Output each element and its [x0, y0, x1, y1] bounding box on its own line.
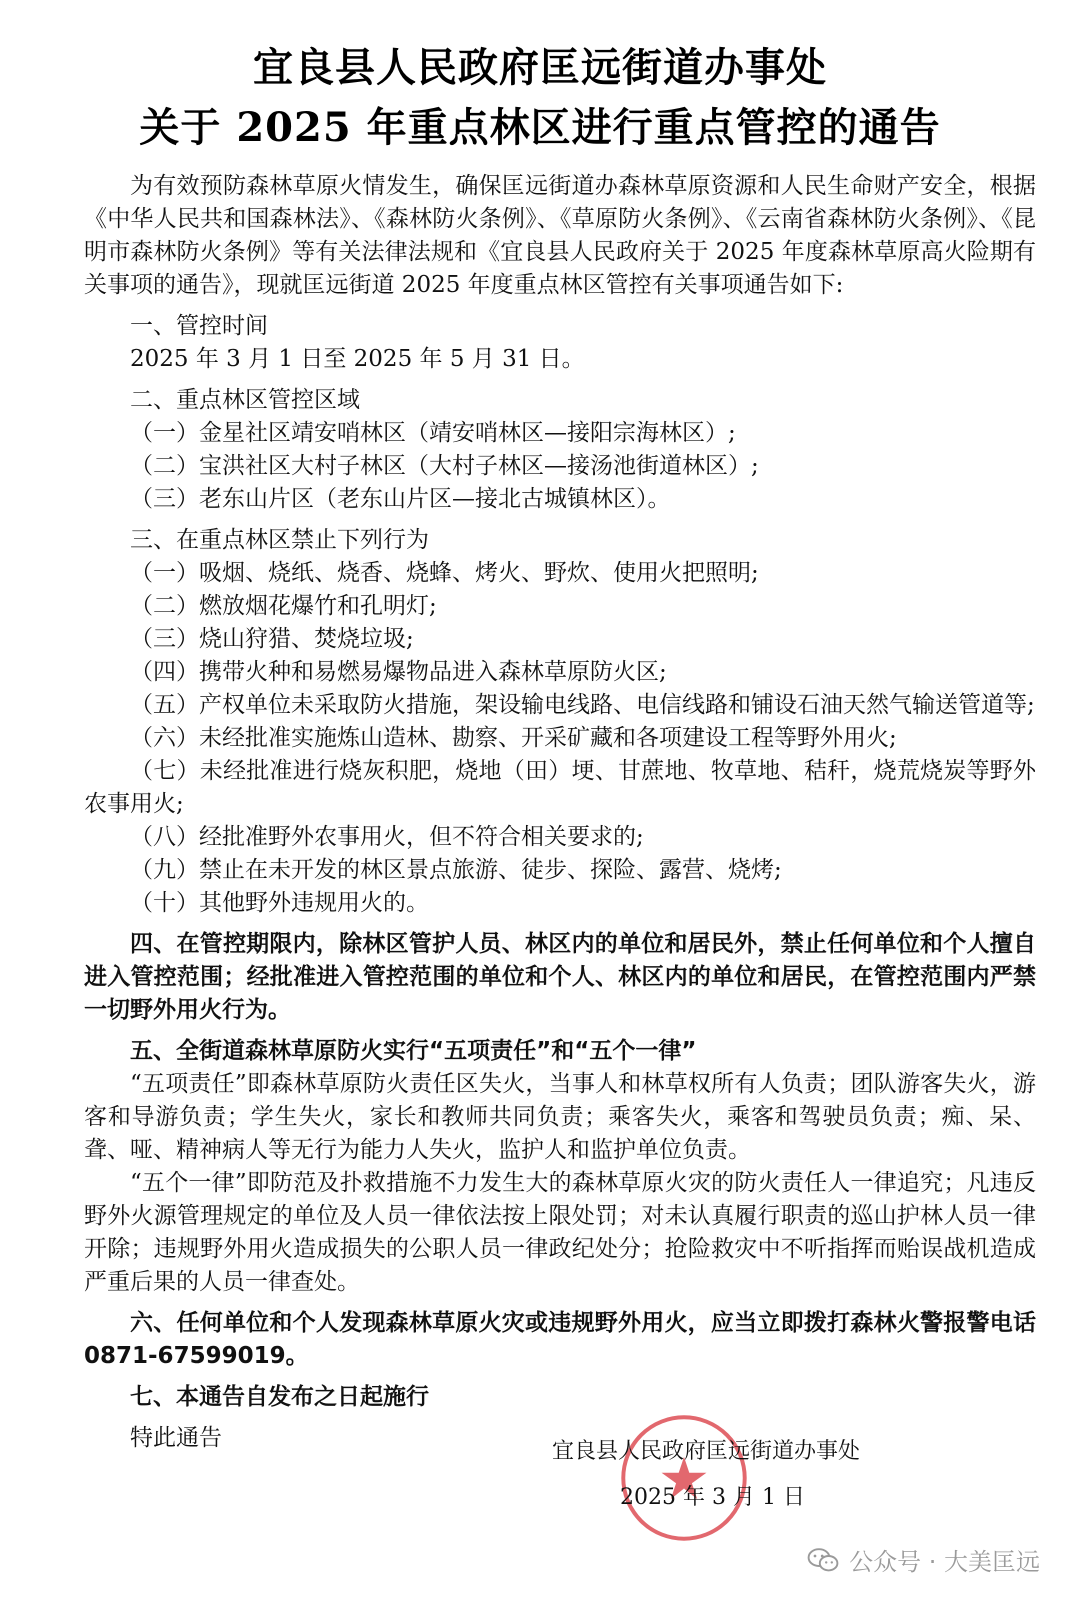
section-3-heading: 三、在重点林区禁止下列行为: [130, 527, 429, 553]
section-3-item: （三）烧山狩猎、焚烧垃圾;: [130, 626, 414, 652]
section-3-item: （九）禁止在未开发的林区景点旅游、徒步、探险、露营、烧烤;: [130, 857, 782, 883]
section-3-item: （七）未经批准进行烧灰积肥，烧地（田）埂、甘蔗地、牧草地、秸秆，烧荒烧炭等野外农事用火;: [84, 758, 1036, 817]
section-5-heading: 五、全街道森林草原防火实行“五项责任”和“五个一律”: [130, 1038, 697, 1064]
notice-title-line2: 关于 2025 年重点林区进行重点管控的通告: [139, 104, 941, 151]
section-3-item: （五）产权单位未采取防火措施，架设输电线路、电信线路和铺设石油天然气输送管道等;: [130, 692, 1035, 718]
notice-title-line1: 宜良县人民政府匡远街道办事处: [253, 44, 827, 91]
section-7-text: 七、本通告自发布之日起施行: [130, 1384, 429, 1410]
closing-text: 特此通告: [130, 1425, 222, 1451]
intro-paragraph: 为有效预防森林草原火情发生，确保匡远街道办森林草原资源和人民生命财产安全，根据《中华人民共和国森林法》、《森林防火条例》、《草原防火条例》、《云南省森林防火条例》、《昆明市森林防火条例》等有关法律法规和《宜良县人民政府关于 2025 年度森林草原高火险期有关事项的通告》，现就匡远街道 2025 年度重点林区管控有关事项通告如下:: [84, 173, 1036, 298]
wechat-icon: [807, 1547, 839, 1573]
section-1-heading: 一、管控时间: [130, 313, 268, 339]
section-3-item: （一）吸烟、烧纸、烧香、烧蜂、烤火、野炊、使用火把照明;: [130, 560, 759, 586]
official-seal-icon: [618, 1412, 750, 1544]
section-3-item: （十）其他野外违规用火的。: [130, 890, 429, 916]
watermark-text: 公众号 · 大美匡远: [849, 1548, 1040, 1576]
section-5-paragraph-1: “五项责任”即森林草原防火责任区失火，当事人和林草权所有人负责；团队游客失火，游客和导游负责；学生失火，家长和教师共同负责；乘客失火，乘客和驾驶员负责；痴、呆、聋、哑、精神病人等无行为能力人失火，监护人和监护单位负责。: [84, 1071, 1036, 1163]
signature-date: 2025 年 3 月 1 日: [620, 1485, 805, 1510]
section-3-item: （四）携带火种和易燃易爆物品进入森林草原防火区;: [130, 659, 667, 685]
notice-body: [84, 170, 1036, 1455]
section-3-item: （八）经批准野外农事用火，但不符合相关要求的;: [130, 824, 644, 850]
section-4-text: 四、在管控期限内，除林区管护人员、林区内的单位和居民外，禁止任何单位和个人擅自进入管控范围；经批准进入管控范围的单位和个人、林区内的单位和居民，在管控范围内严禁一切野外用火行为。: [84, 931, 1036, 1023]
section-5-paragraph-2: “五个一律”即防范及扑救措施不力发生大的森林草原火灾的防火责任人一律追究；凡违反野外火源管理规定的单位及人员一律依法按上限处罚；对未认真履行职责的巡山护林人员一律开除；违规野外用火造成损失的公职人员一律政纪处分；抢险救灾中不听指挥而贻误战机造成严重后果的人员一律查处。: [84, 1170, 1036, 1295]
section-2-item: （一）金星社区靖安哨林区（靖安哨林区—接阳宗海林区）;: [130, 420, 736, 446]
section-3-item: （六）未经批准实施炼山造林、勘察、开采矿藏和各项建设工程等野外用火;: [130, 725, 897, 751]
signature-org: 宜良县人民政府匡远街道办事处: [552, 1439, 861, 1464]
section-1-text: 2025 年 3 月 1 日至 2025 年 5 月 31 日。: [130, 346, 585, 372]
section-2-item: （二）宝洪社区大村子林区（大村子林区—接汤池街道林区）;: [130, 453, 759, 479]
section-2-heading: 二、重点林区管控区域: [130, 387, 360, 413]
section-3-item: （二）燃放烟花爆竹和孔明灯;: [130, 593, 437, 619]
section-2-item: （三）老东山片区（老东山片区—接北古城镇林区）。: [130, 486, 671, 512]
watermark: [807, 1542, 1040, 1577]
section-6-text: 六、任何单位和个人发现森林草原火灾或违规野外用火，应当立即拨打森林火警报警电话 0871-67599019。: [84, 1310, 1036, 1369]
